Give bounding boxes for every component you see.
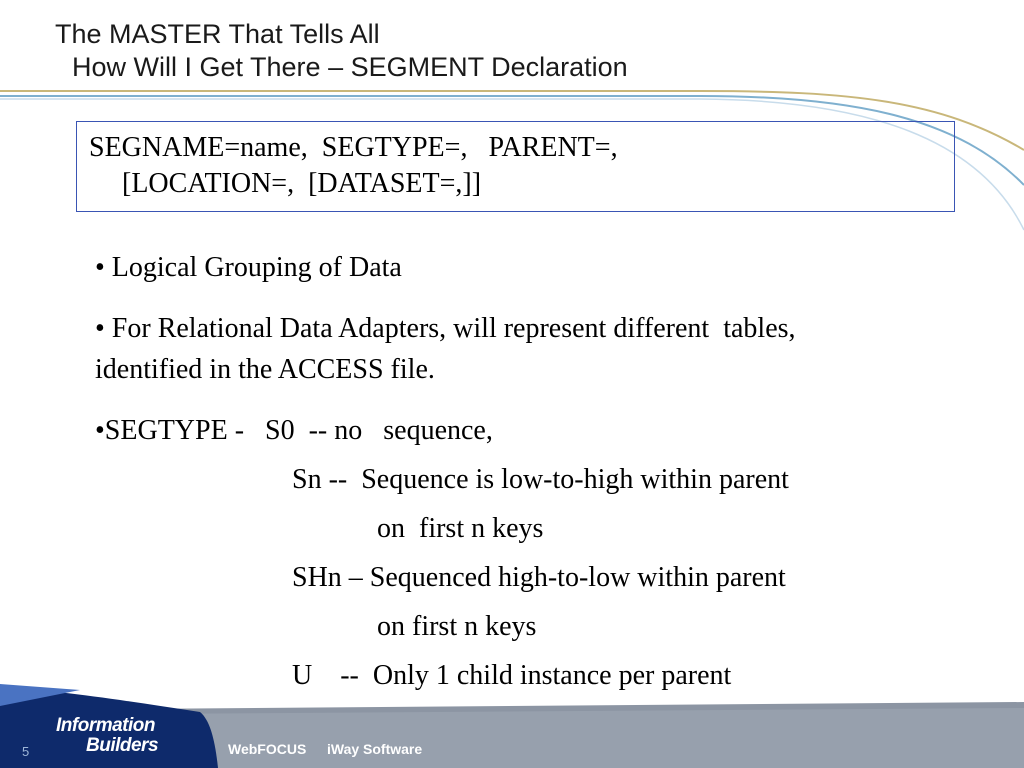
segtype-u: U -- Only 1 child instance per parent xyxy=(292,660,732,691)
segtype-shn: SHn – Sequenced high-to-low within parent xyxy=(292,562,786,593)
logo-line-1: Information xyxy=(56,715,155,736)
segtype-sn: Sn -- Sequence is low-to-high within parent xyxy=(292,464,789,495)
footer-product-webfocus: WebFOCUS xyxy=(228,741,307,757)
slide-subtitle: How Will I Get There – SEGMENT Declaration xyxy=(72,52,628,82)
slide-number: 5 xyxy=(22,744,30,759)
slide-title: The MASTER That Tells All xyxy=(55,19,380,49)
bullet-relational-line-1: • For Relational Data Adapters, will represent different tables, xyxy=(95,313,796,344)
bullet-logical-grouping: • Logical Grouping of Data xyxy=(95,252,402,283)
footer-product-iway: iWay Software xyxy=(327,741,423,757)
information-builders-logo xyxy=(56,716,158,756)
syntax-box xyxy=(76,121,955,212)
logo-line-2: Builders xyxy=(86,735,159,756)
segtype-sn-detail: on first n keys xyxy=(377,513,544,544)
syntax-line-2: [LOCATION=, [DATASET=,]] xyxy=(122,168,482,199)
syntax-line-1: SEGNAME=name, SEGTYPE=, PARENT=, xyxy=(89,132,618,163)
bullet-relational-line-2: identified in the ACCESS file. xyxy=(95,354,435,385)
segtype-shn-detail: on first n keys xyxy=(377,611,537,642)
bullet-segtype: •SEGTYPE - S0 -- no sequence, xyxy=(95,415,493,446)
